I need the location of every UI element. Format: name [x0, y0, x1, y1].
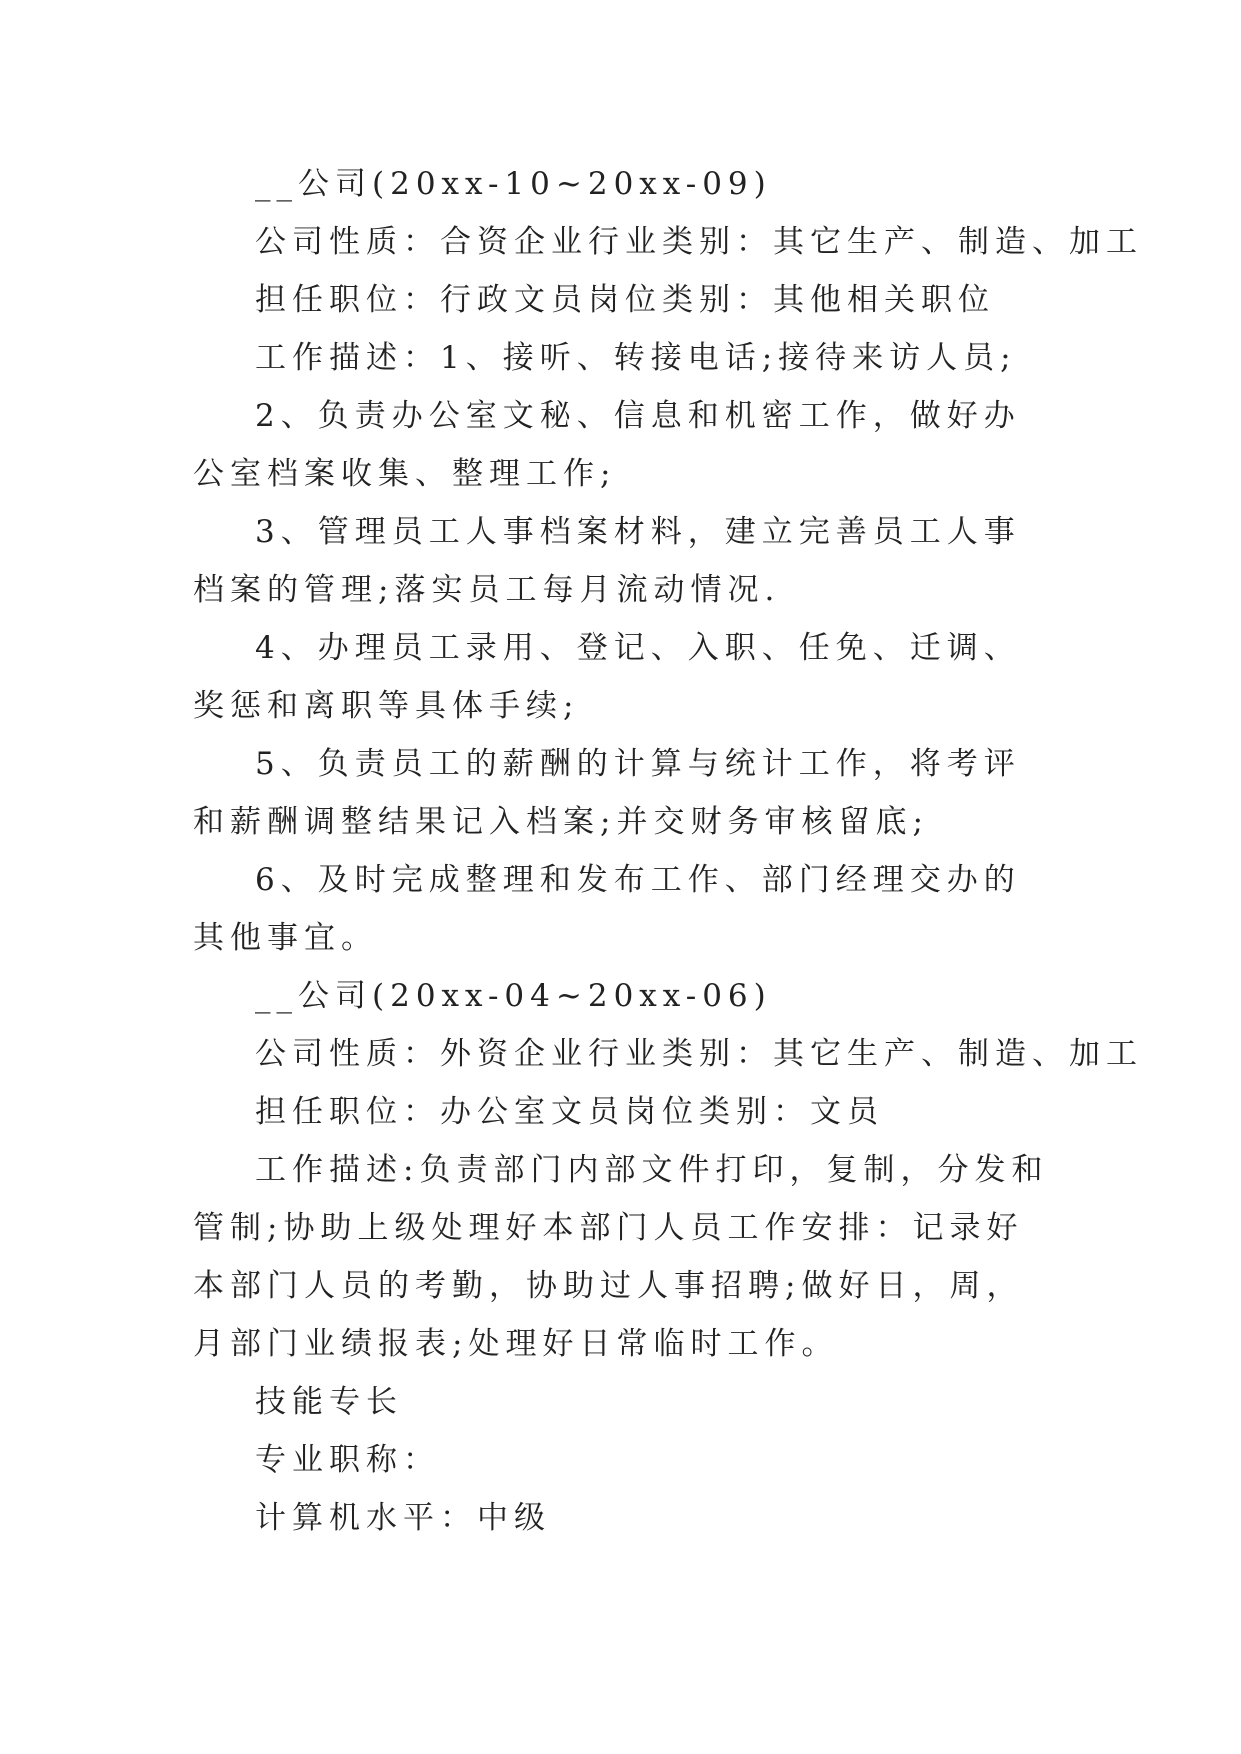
- job1-position: 担任职位：行政文员岗位类别：其他相关职位: [255, 282, 995, 318]
- job1-item-5: 5、负责员工的薪酬的计算与统计工作，将考评和薪酬调整结果记入档案;并交财务审核留底;: [193, 746, 1021, 840]
- job1-item-4: 4、办理员工录用、登记、入职、任免、迁调、奖惩和离职等具体手续;: [193, 630, 1021, 724]
- job2-desc: 工作描述:负责部门内部文件打印，复制，分发和管制;协助上级处理好本部门人员工作安排：记录好本部门人员的考勤，协助过人事招聘;做好日，周，月部门业绩报表;处理好日常临时工作。: [193, 1152, 1049, 1362]
- job1-item-2: 2、负责办公室文秘、信息和机密工作，做好办公室档案收集、整理工作;: [193, 398, 1021, 492]
- job2-nature: 公司性质：外资企业行业类别：其它生产、制造、加工: [255, 1036, 1143, 1072]
- job2-position: 担任职位：办公室文员岗位类别：文员: [255, 1094, 884, 1130]
- job1-desc-title: 工作描述：1、接听、转接电话;接待来访人员;: [255, 340, 1017, 376]
- job1-nature: 公司性质：合资企业行业类别：其它生产、制造、加工: [255, 224, 1143, 260]
- job2-company: __公司(20xx-04~20xx-06): [255, 978, 772, 1014]
- skills-computer-level: 计算机水平：中级: [255, 1500, 551, 1536]
- job1-item-6: 6、及时完成整理和发布工作、部门经理交办的其他事宜。: [193, 862, 1021, 956]
- document-body: [193, 155, 1143, 1547]
- job1-item-3: 3、管理员工人事档案材料，建立完善员工人事档案的管理;落实员工每月流动情况.: [193, 514, 1021, 608]
- job1-company: __公司(20xx-10~20xx-09): [255, 166, 772, 202]
- skills-title: 技能专长: [255, 1384, 403, 1420]
- skills-title-label: 专业职称：: [255, 1442, 440, 1478]
